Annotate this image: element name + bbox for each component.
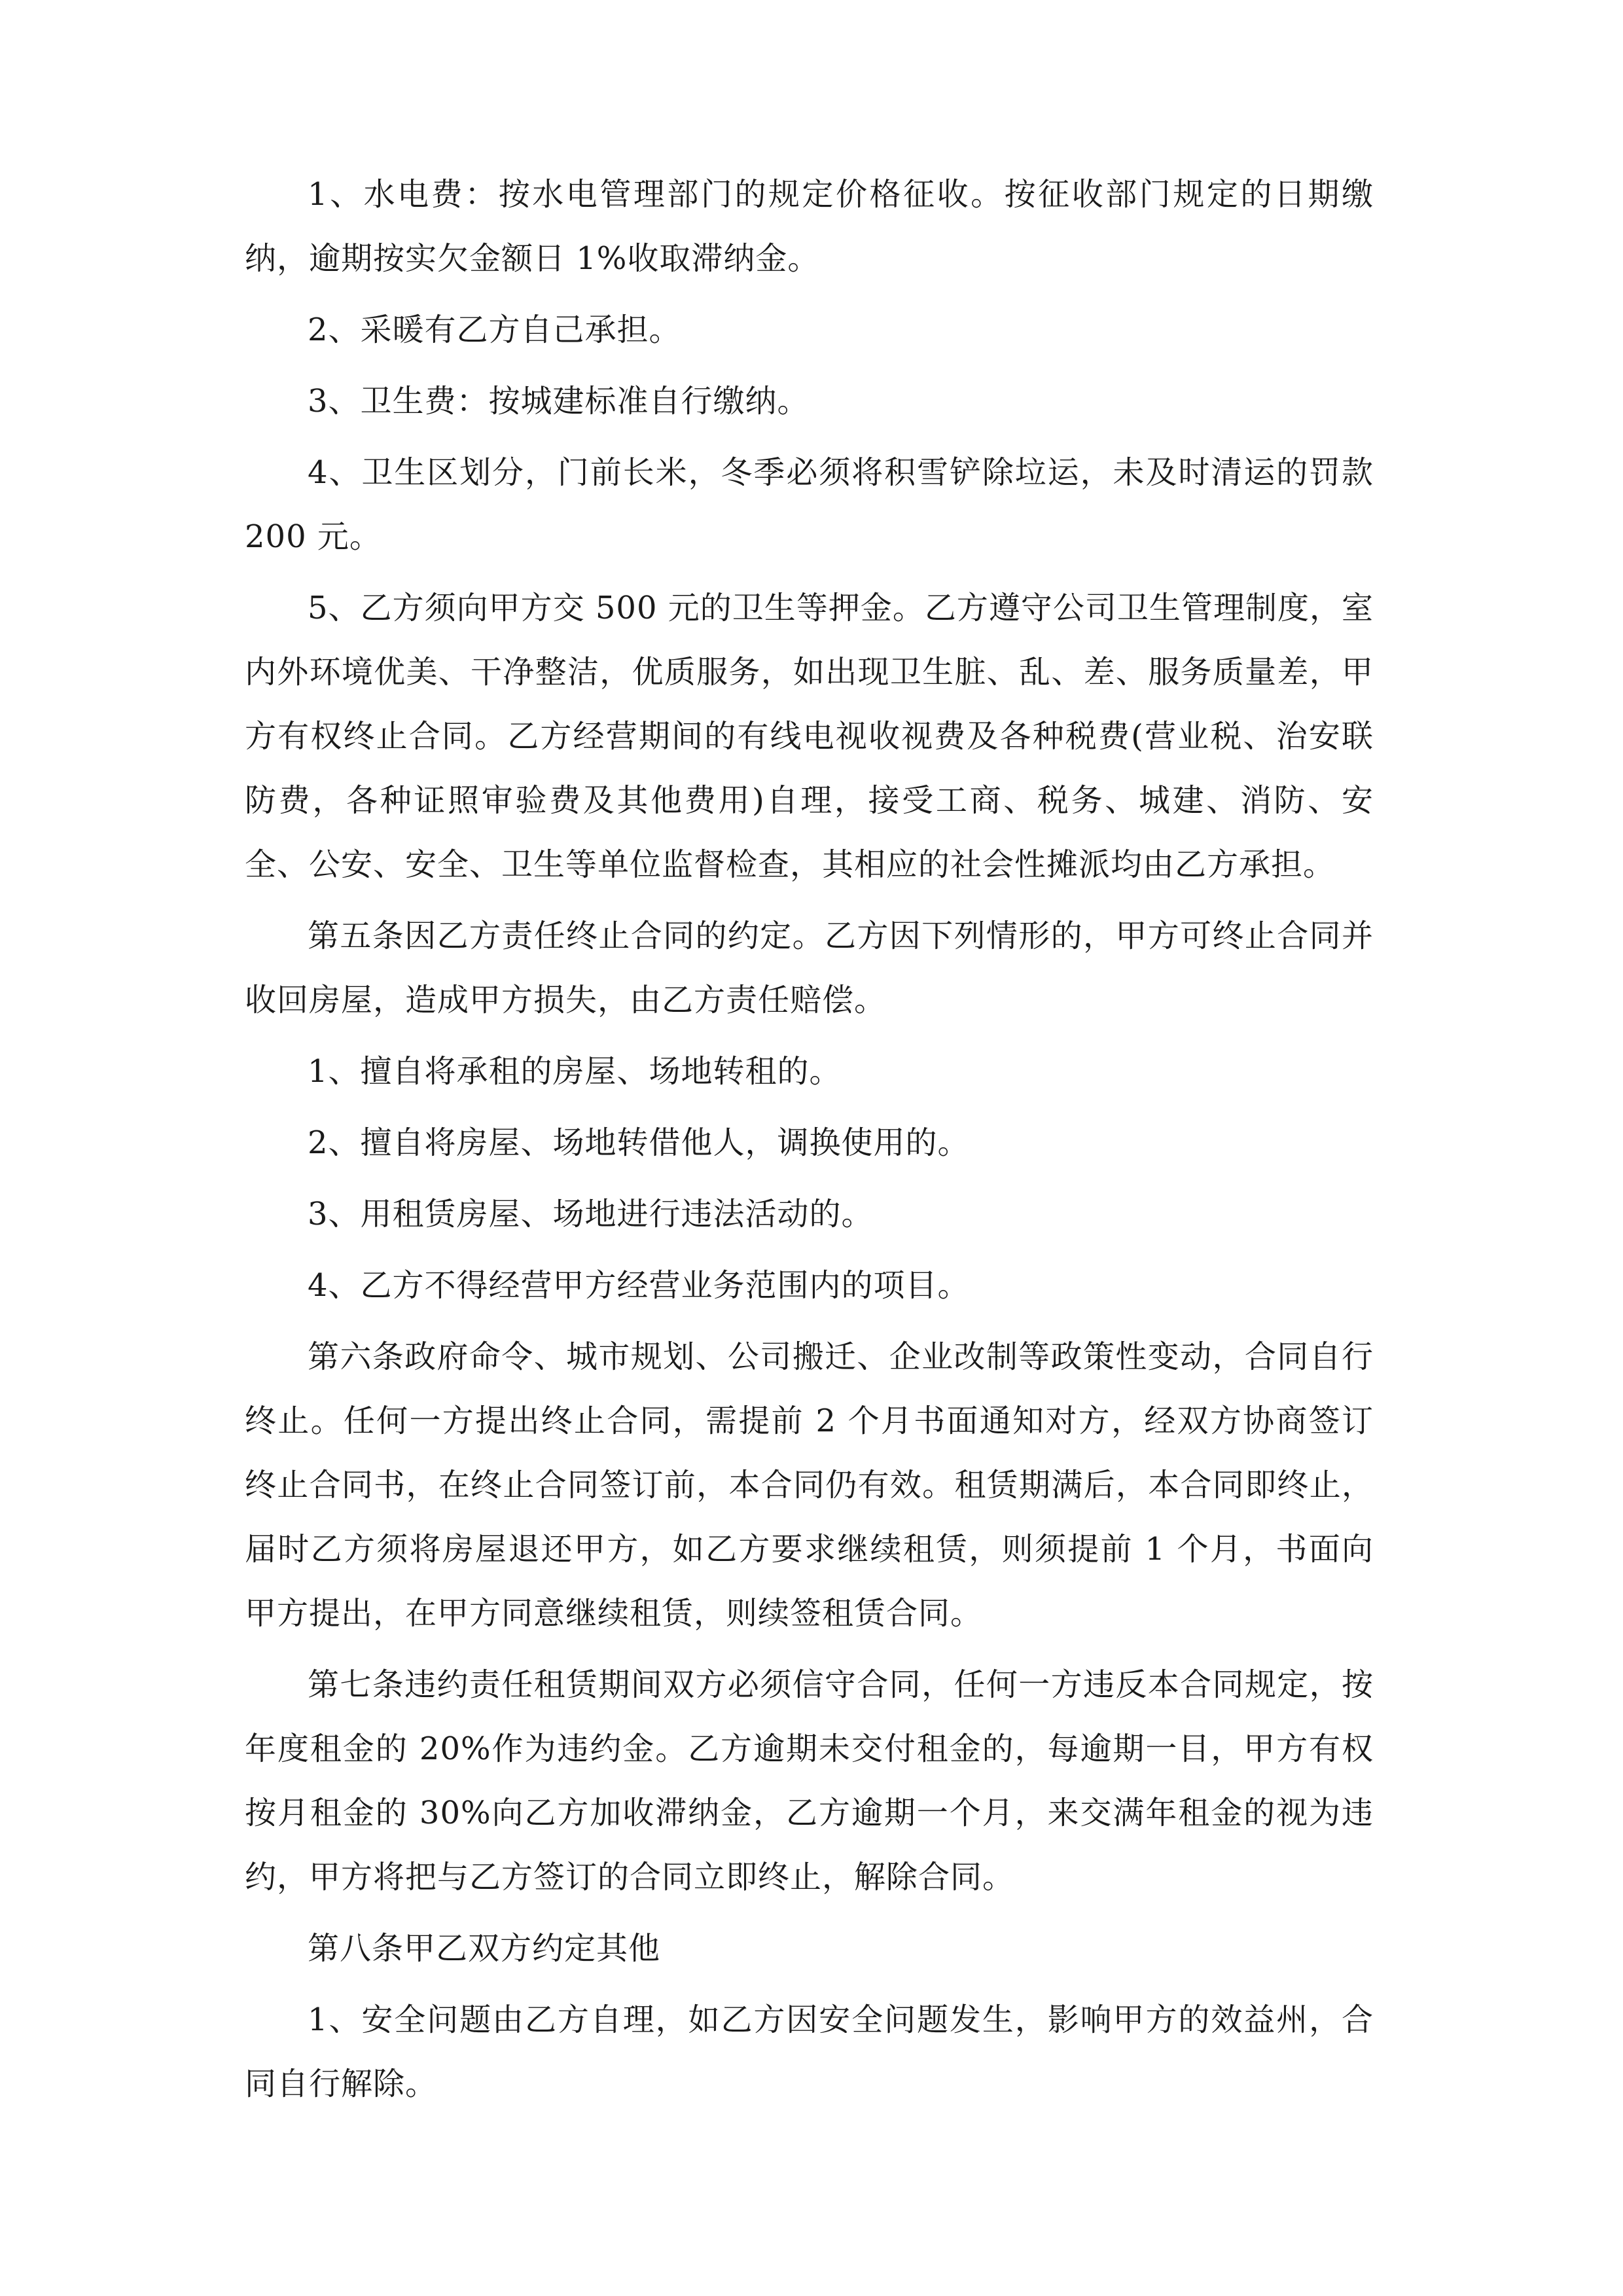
paragraph-sanitation-fee: 3、卫生费：按城建标准自行缴纳。: [308, 383, 810, 420]
paragraph-sanitation-zone: 4、卫生区划分，门前长米，冬季必须将积雪铲除垃运，未及时清运的罚款 200 元。: [245, 454, 1374, 555]
paragraph-article-8: 第八条甲乙双方约定其他: [308, 1930, 661, 1967]
paragraph-article-7: 第七条违约责任租赁期间双方必须信守合同，任何一方违反本合同规定，按年度租金的 20%作为违约金。乙方逾期未交付租金的，每逾期一目，甲方有权按月租金的 30%向乙方加收滞纳金，乙方逾期一个月，来交满年租金的视为违约，甲方将把与乙方签订的合同立即终止，解除合同。: [245, 1666, 1374, 1895]
paragraph-heating: 2、采暖有乙方自己承担。: [308, 312, 681, 348]
paragraph-business-scope: 4、乙方不得经营甲方经营业务范围内的项目。: [308, 1267, 970, 1304]
paragraph-sublet: 1、擅自将承租的房屋、场地转租的。: [308, 1053, 842, 1090]
paragraph-safety: 1、安全问题由乙方自理，如乙方因安全问题发生，影响甲方的效益州，合同自行解除。: [245, 2001, 1374, 2102]
paragraph-lend: 2、擅自将房屋、场地转借他人，调换使用的。: [308, 1124, 970, 1161]
paragraph-deposit: 5、乙方须向甲方交 500 元的卫生等押金。乙方遵守公司卫生管理制度，室内外环境优美、干净整洁，优质服务，如出现卫生脏、乱、差、服务质量差，甲方有权终止合同。乙方经营期间的有线电视收视费及各种税费(营业税、治安联防费，各种证照审验费及其他费用)自理，接受工商、税务、城建、消防、安全、公安、安全、卫生等单位监督检查，其相应的社会性摊派均由乙方承担。: [245, 590, 1374, 883]
paragraph-illegal-use: 3、用租赁房屋、场地进行违法活动的。: [308, 1196, 874, 1232]
paragraph-utility-fees: 1、水电费：按水电管理部门的规定价格征收。按征收部门规定的日期缴纳，逾期按实欠金额日 1%收取滞纳金。: [245, 176, 1374, 277]
paragraph-article-6: 第六条政府命令、城市规划、公司搬迁、企业改制等政策性变动，合同自行终止。任何一方提出终止合同，需提前 2 个月书面通知对方，经双方协商签订终止合同书，在终止合同签订前，本合同仍有效。租赁期满后，本合同即终止，届时乙方须将房屋退还甲方，如乙方要求继续租赁，则须提前 1 个月，书面向甲方提出，在甲方同意继续租赁，则续签租赁合同。: [245, 1338, 1374, 1632]
document-body: [245, 162, 1374, 2123]
paragraph-article-5: 第五条因乙方责任终止合同的约定。乙方因下列情形的，甲方可终止合同并收回房屋，造成甲方损失，由乙方责任赔偿。: [245, 918, 1374, 1018]
